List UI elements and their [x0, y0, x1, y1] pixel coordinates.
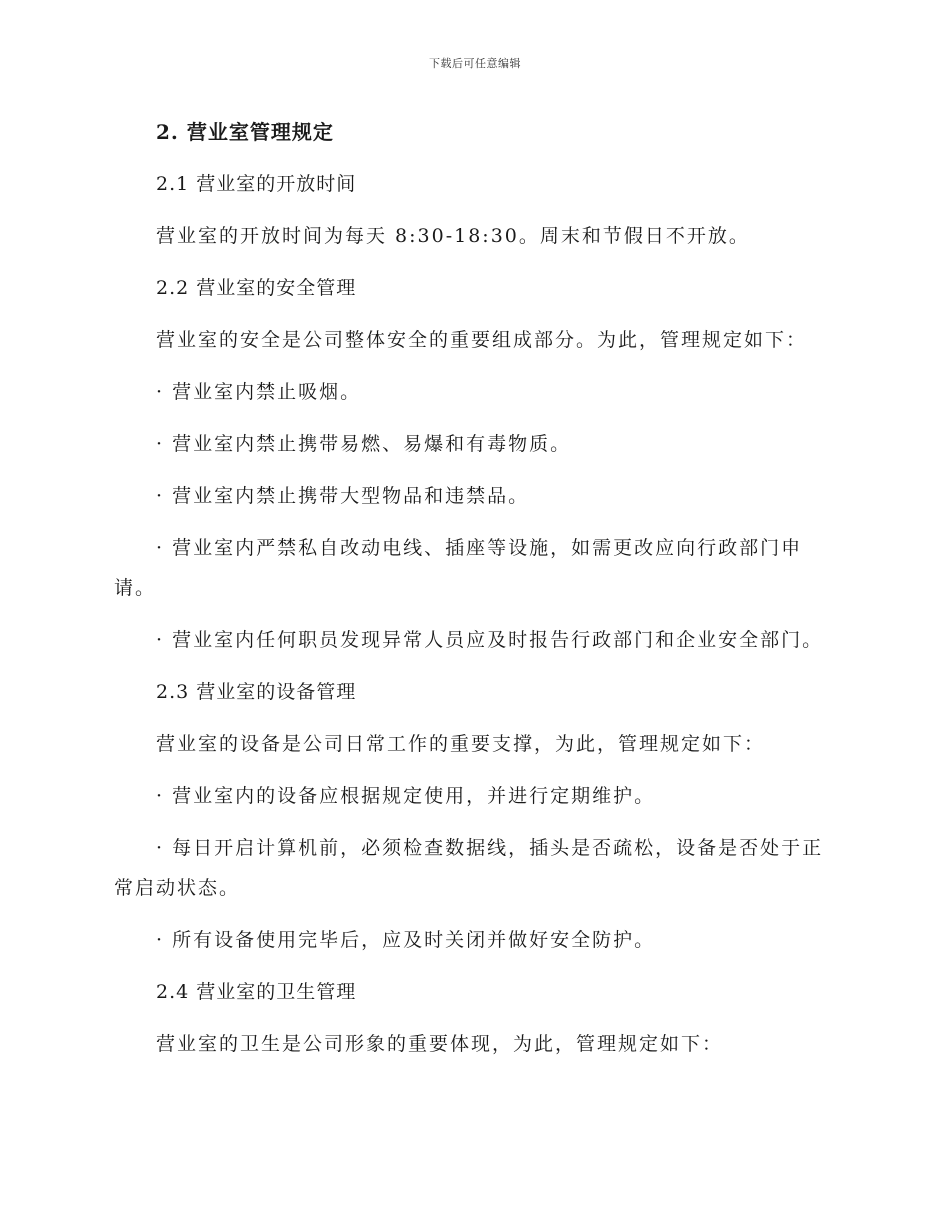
bullet-item: · 营业室内任何职员发现异常人员应及时报告行政部门和企业安全部门。: [156, 629, 824, 651]
subheading-2-3: 2.3 营业室的设备管理: [156, 681, 357, 703]
bullet-item: · 每日开启计算机前，必须检查数据线，插头是否疏松，设备是否处于正常启动状态。: [114, 837, 824, 899]
bullet-item: · 营业室内禁止吸烟。: [156, 381, 362, 403]
bullet-item: · 营业室内严禁私自改动电线、插座等设施，如需更改应向行政部门申请。: [114, 537, 803, 599]
subheading-2-2: 2.2 营业室的安全管理: [156, 277, 357, 299]
subheading-2-1: 2.1 营业室的开放时间: [156, 173, 357, 195]
bullet-item: · 营业室内禁止携带大型物品和违禁品。: [156, 485, 530, 507]
header-note: 下载后可任意编辑: [429, 57, 521, 70]
body-paragraph: 营业室的开放时间为每天 8:30-18:30。周末和节假日不开放。: [156, 225, 750, 247]
bullet-item: · 营业室内的设备应根据规定使用，并进行定期维护。: [156, 785, 656, 807]
document-content: [114, 112, 824, 1076]
subheading-2-4: 2.4 营业室的卫生管理: [156, 981, 357, 1003]
body-paragraph: 营业室的安全是公司整体安全的重要组成部分。为此，管理规定如下：: [156, 329, 808, 351]
body-paragraph: 营业室的卫生是公司形象的重要体现，为此，管理规定如下：: [156, 1033, 724, 1055]
bullet-item: · 营业室内禁止携带易燃、易爆和有毒物质。: [156, 433, 572, 455]
body-paragraph: 营业室的设备是公司日常工作的重要支撑，为此，管理规定如下：: [156, 733, 766, 755]
bullet-item: · 所有设备使用完毕后，应及时关闭并做好安全防护。: [156, 929, 656, 951]
section-title: 2. 营业室管理规定: [156, 120, 334, 144]
